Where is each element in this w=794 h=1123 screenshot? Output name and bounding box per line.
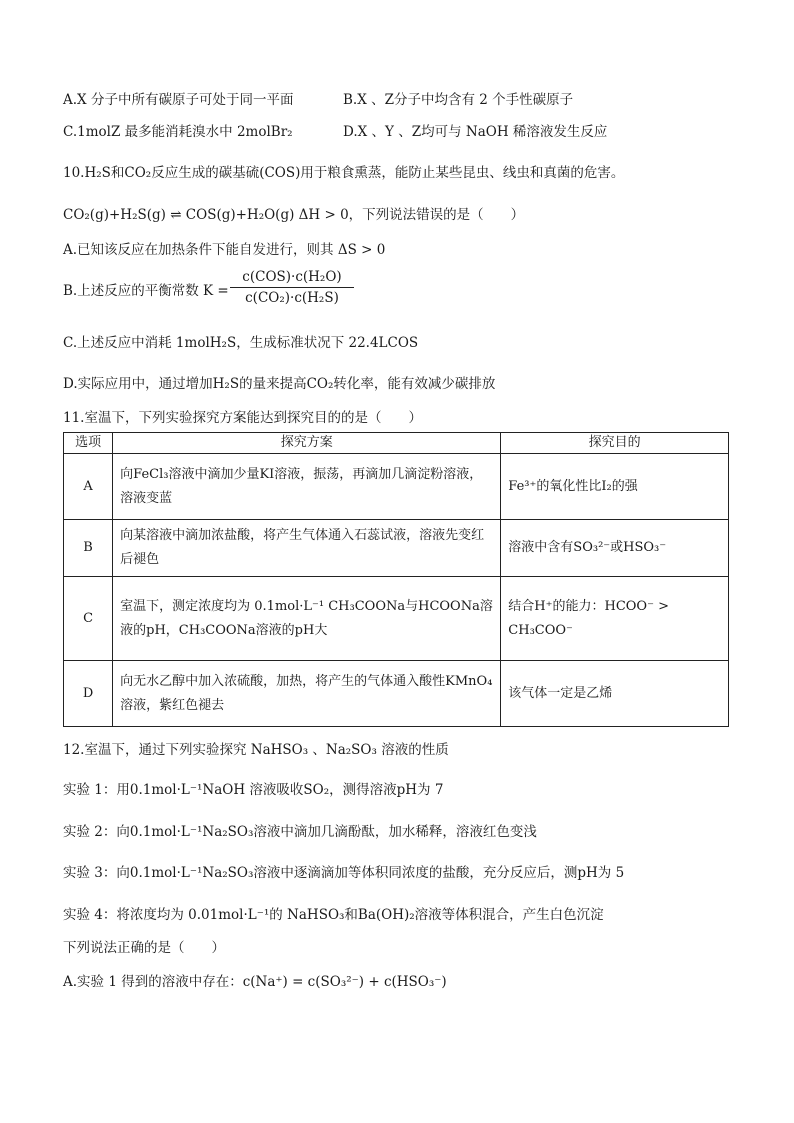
q12-option-a: A.实验 1 得到的溶液中存在：c(Na⁺) = c(SO₃²⁻) + c(HSO₃⁻) bbox=[63, 974, 447, 990]
row-option: D bbox=[64, 661, 113, 727]
table-row bbox=[64, 577, 729, 661]
table-row bbox=[64, 454, 729, 520]
q9-option-c: C.1molZ 最多能消耗溴水中 2molBr₂ bbox=[63, 124, 293, 140]
q10-option-d: D.实际应用中，通过增加H₂S的量来提高CO₂转化率，能有效减少碳排放 bbox=[63, 376, 496, 392]
fraction-denominator: c(CO₂)·c(H₂S) bbox=[245, 290, 339, 306]
header-goal: 探究目的 bbox=[501, 433, 729, 454]
row-method: 室温下，测定浓度均为 0.1mol·L⁻¹ CH₃COONa与HCOONa溶液的pH，CH₃COONa溶液的pH大 bbox=[113, 577, 501, 661]
table-row bbox=[64, 661, 729, 727]
row-goal: 溶液中含有SO₃²⁻或HSO₃⁻ bbox=[501, 520, 729, 577]
q12-stem: 12.室温下，通过下列实验探究 NaHSO₃ 、Na₂SO₃ 溶液的性质 bbox=[63, 742, 449, 758]
equilibrium-constant-fraction bbox=[230, 268, 354, 307]
q10-equation: CO₂(g)+H₂S(g) ⇌ COS(g)+H₂O(g) ΔH > 0，下列说法错误的是（ ） bbox=[63, 207, 525, 223]
row-method: 向某溶液中滴加浓盐酸，将产生气体通入石蕊试液，溶液先变红后褪色 bbox=[113, 520, 501, 577]
q9-option-d: D.X 、Y 、Z均可与 NaOH 稀溶液发生反应 bbox=[343, 124, 608, 140]
row-method: 向无水乙醇中加入浓硫酸，加热，将产生的气体通入酸性KMnO₄溶液，紫红色褪去 bbox=[113, 661, 501, 727]
q10-stem: 10.H₂S和CO₂反应生成的碳基硫(COS)用于粮食熏蒸，能防止某些昆虫、线虫和真菌的危害。 bbox=[63, 165, 625, 181]
table-header-row bbox=[64, 433, 729, 454]
row-method: 向FeCl₃溶液中滴加少量KI溶液，振荡，再滴加几滴淀粉溶液，溶液变蓝 bbox=[113, 454, 501, 520]
q9-option-b: B.X 、Z分子中均含有 2 个手性碳原子 bbox=[343, 92, 574, 108]
fraction-bar bbox=[230, 287, 354, 288]
header-option: 选项 bbox=[64, 433, 113, 454]
q11-stem: 11.室温下，下列实验探究方案能达到探究目的的是（ ） bbox=[63, 410, 422, 426]
row-goal: Fe³⁺的氧化性比I₂的强 bbox=[501, 454, 729, 520]
q12-experiment-4: 实验 4：将浓度均为 0.01mol·L⁻¹的 NaHSO₃和Ba(OH)₂溶液等体积混合，产生白色沉淀 bbox=[63, 907, 604, 923]
experiment-table bbox=[63, 432, 729, 727]
q12-experiment-1: 实验 1：用0.1mol·L⁻¹NaOH 溶液吸收SO₂，测得溶液pH为 7 bbox=[63, 782, 444, 798]
q9-option-a: A.X 分子中所有碳原子可处于同一平面 bbox=[63, 92, 294, 108]
q12-question: 下列说法正确的是（ ） bbox=[63, 940, 225, 956]
row-option: A bbox=[64, 454, 113, 520]
row-goal: 结合H⁺的能力：HCOO⁻ > CH₃COO⁻ bbox=[501, 577, 729, 661]
q10-option-c: C.上述反应中消耗 1molH₂S，生成标准状况下 22.4LCOS bbox=[63, 335, 419, 351]
fraction-numerator: c(COS)·c(H₂O) bbox=[242, 269, 342, 285]
q10-option-a: A.已知该反应在加热条件下能自发进行，则其 ΔS > 0 bbox=[63, 242, 386, 258]
header-method: 探究方案 bbox=[113, 433, 501, 454]
row-option: B bbox=[64, 520, 113, 577]
q10-option-b-prefix: B.上述反应的平衡常数 K = bbox=[63, 283, 229, 299]
row-goal: 该气体一定是乙烯 bbox=[501, 661, 729, 727]
q12-experiment-2: 实验 2：向0.1mol·L⁻¹Na₂SO₃溶液中滴加几滴酚酞，加水稀释，溶液红色变浅 bbox=[63, 824, 537, 840]
q12-experiment-3: 实验 3：向0.1mol·L⁻¹Na₂SO₃溶液中逐滴滴加等体积同浓度的盐酸，充分反应后，测pH为 5 bbox=[63, 865, 625, 881]
row-option: C bbox=[64, 577, 113, 661]
table-row bbox=[64, 520, 729, 577]
